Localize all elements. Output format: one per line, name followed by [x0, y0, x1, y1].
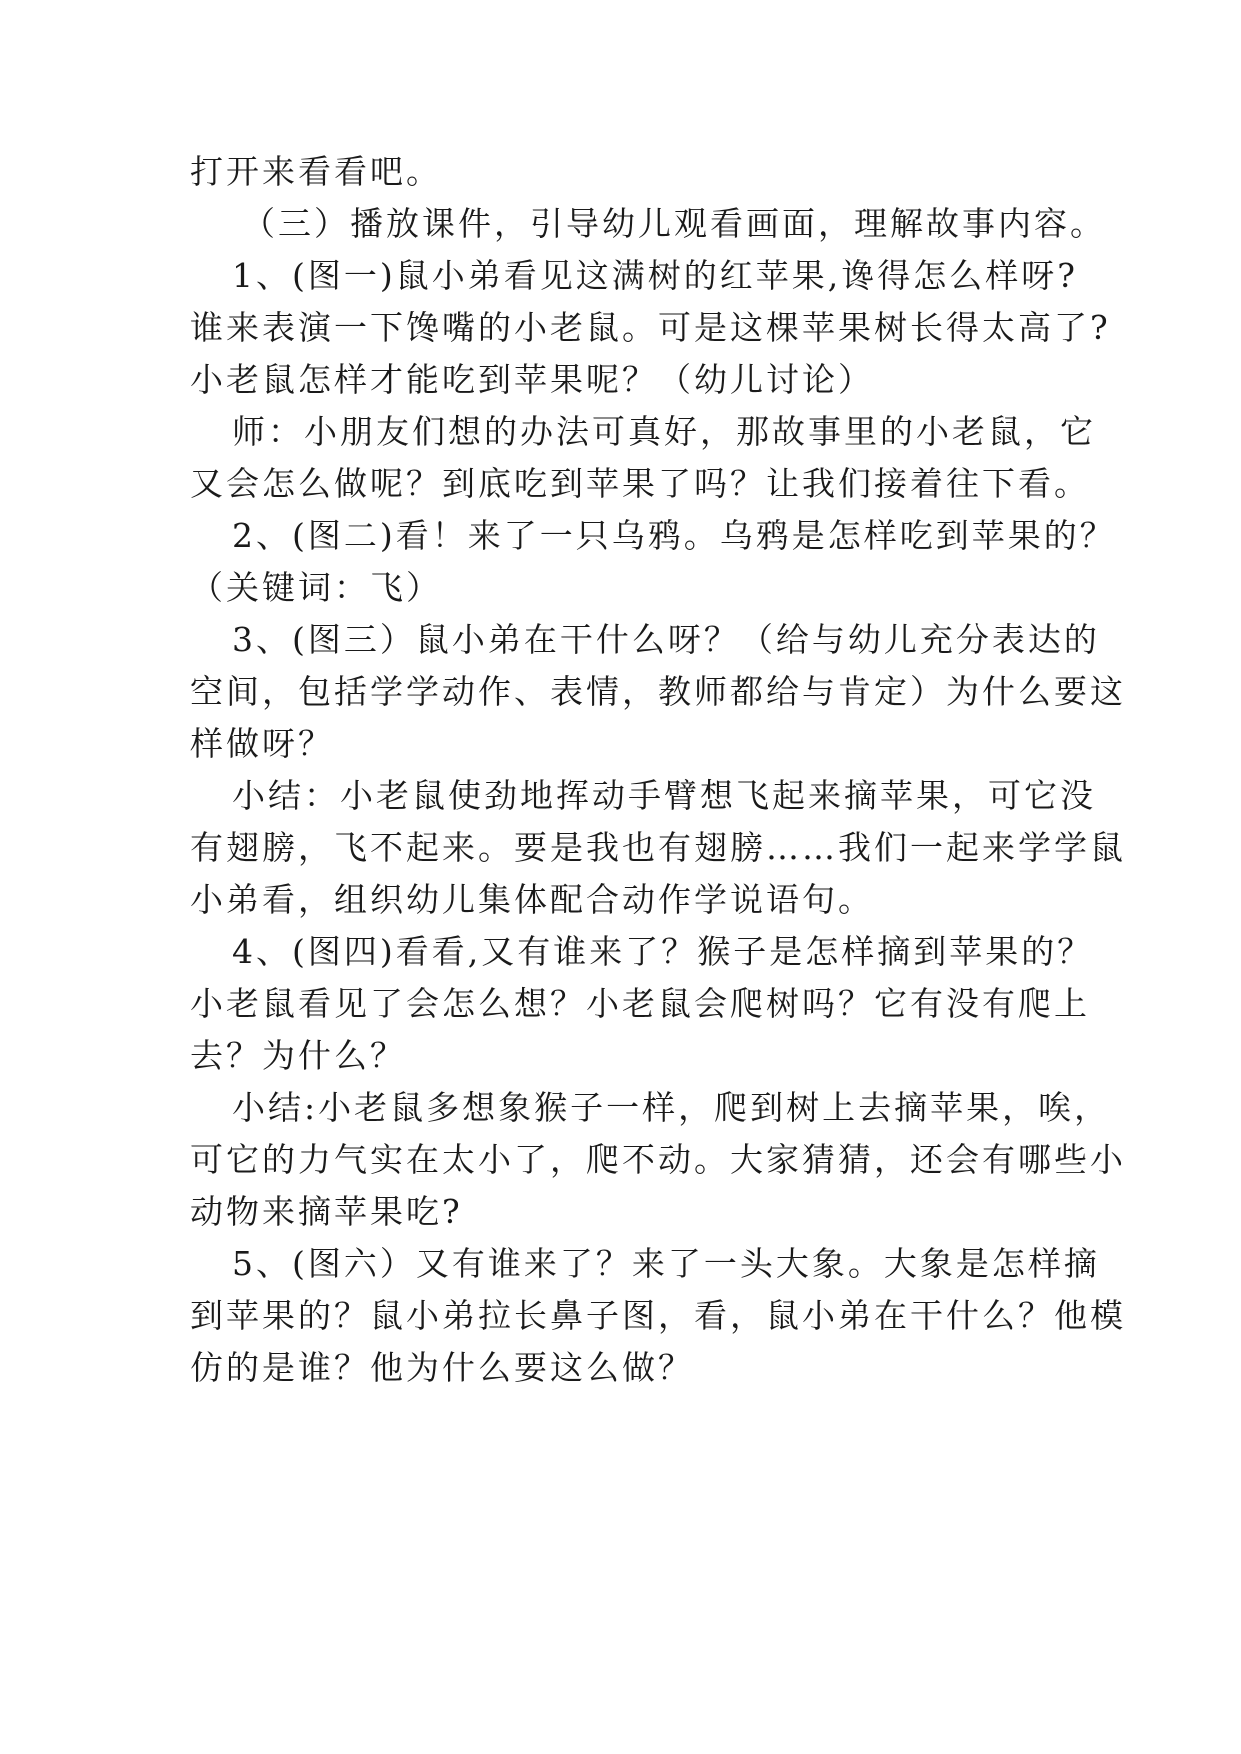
paragraph-line: 可它的力气实在太小了，爬不动。大家猜猜，还会有哪些小 — [190, 1140, 1126, 1179]
paragraph-line: 5、(图六）又有谁来了？来了一头大象。大象是怎样摘 — [232, 1244, 1100, 1283]
section-heading: （三）播放课件，引导幼儿观看画面，理解故事内容。 — [242, 204, 1106, 243]
paragraph-line: 4、(图四)看看,又有谁来了？猴子是怎样摘到苹果的？ — [232, 932, 1094, 971]
paragraph-line: 样做呀？ — [190, 724, 334, 763]
paragraph-line: 动物来摘苹果吃? — [190, 1192, 463, 1231]
paragraph-line: （关键词：飞） — [190, 568, 442, 607]
paragraph-line: 打开来看看吧。 — [190, 152, 442, 191]
paragraph-line: 空间，包括学学动作、表情，教师都给与肯定）为什么要这 — [190, 672, 1126, 711]
paragraph-line: 小弟看，组织幼儿集体配合动作学说语句。 — [190, 880, 874, 919]
paragraph-line: 师：小朋友们想的办法可真好，那故事里的小老鼠，它 — [232, 412, 1096, 451]
paragraph-line: 又会怎么做呢？到底吃到苹果了吗？让我们接着往下看。 — [190, 464, 1090, 503]
paragraph-line: 仿的是谁？他为什么要这么做？ — [190, 1348, 694, 1387]
paragraph-line: 到苹果的？鼠小弟拉长鼻子图，看，鼠小弟在干什么？他模 — [190, 1296, 1126, 1335]
paragraph-line: 小老鼠看见了会怎么想？小老鼠会爬树吗？它有没有爬上 — [190, 984, 1090, 1023]
paragraph-line: 3、(图三）鼠小弟在干什么呀？（给与幼儿充分表达的 — [232, 620, 1100, 659]
paragraph-line: 谁来表演一下馋嘴的小老鼠。可是这棵苹果树长得太高了? — [190, 308, 1111, 347]
paragraph-line: 小老鼠怎样才能吃到苹果呢？（幼儿讨论） — [190, 360, 874, 399]
paragraph-line: 2、(图二)看！来了一只乌鸦。乌鸦是怎样吃到苹果的？ — [232, 516, 1116, 555]
paragraph-line: 小结:小老鼠多想象猴子一样，爬到树上去摘苹果，唉， — [232, 1088, 1111, 1127]
paragraph-line: 有翅膀，飞不起来。要是我也有翅膀……我们一起来学学鼠 — [190, 828, 1126, 867]
paragraph-line: 去？为什么？ — [190, 1036, 406, 1075]
paragraph-line: 1、(图一)鼠小弟看见这满树的红苹果,谗得怎么样呀? — [232, 256, 1078, 295]
paragraph-line: 小结：小老鼠使劲地挥动手臂想飞起来摘苹果，可它没 — [232, 776, 1096, 815]
